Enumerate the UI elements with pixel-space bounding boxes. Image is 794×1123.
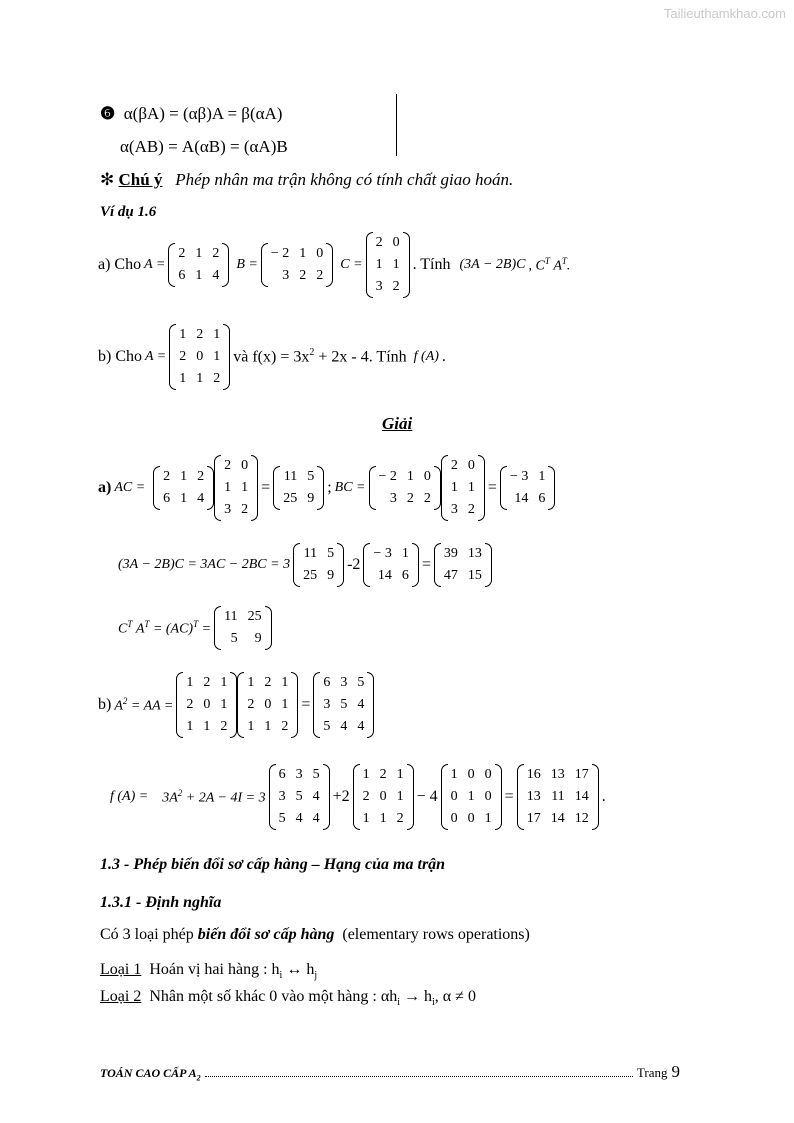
matrix-cell: 2 xyxy=(186,697,194,712)
matrix-cell: 1 xyxy=(247,675,255,690)
matrix-cell: 1 xyxy=(195,268,203,283)
matrix-cell: 2 xyxy=(224,458,232,473)
matrix-row xyxy=(219,628,266,650)
vertical-divider xyxy=(396,94,397,156)
matrix-cell: 1 xyxy=(203,719,211,734)
matrix-cell: − 2 xyxy=(378,469,397,484)
solution-line3-C: C xyxy=(118,621,128,637)
section-subtitle: 1.3.1 - Định nghĩa xyxy=(100,894,222,911)
matrix-row xyxy=(446,455,480,477)
sup-T4: T xyxy=(144,618,150,629)
matrix-cell: 17 xyxy=(526,811,541,826)
example-a-line: a) Cho A = 2 1 2 6 1 4 B = − 2 1 0 3 2 2 C = 2 0 1 1 3 2 . Tính (3A − 2B)C , $C^T$ $A^T$. xyxy=(98,230,573,300)
matrix-fa-result xyxy=(517,764,599,830)
matrix-cell: 3 xyxy=(389,491,397,506)
matrix-cell: 1 xyxy=(264,719,272,734)
matrix-cell: 3 xyxy=(295,767,303,782)
matrix-cell: 3 xyxy=(340,675,348,690)
matrix-row xyxy=(298,565,339,587)
type2-arrow: → h xyxy=(400,988,433,1005)
matrix-cell: 0 xyxy=(316,246,324,261)
example-a-expr1: (3A − 2B)C xyxy=(459,257,526,272)
matrix-cell: 3 xyxy=(278,789,286,804)
example-a-prefix: a) Cho xyxy=(98,256,142,273)
matrix-row xyxy=(219,477,253,499)
matrix-cell: 14 xyxy=(377,568,392,583)
matrix-row xyxy=(219,455,253,477)
matrix-cell: 9 xyxy=(327,568,335,583)
matrix-cell: 2 xyxy=(241,502,249,517)
example-b-f-expr: f (A) xyxy=(413,349,439,364)
matrix-cell: 0 xyxy=(484,789,492,804)
section-intro xyxy=(100,926,530,944)
matrix-cell: 1 xyxy=(220,675,228,690)
matrix-row xyxy=(439,543,487,565)
matrix-cell: 1 xyxy=(299,246,307,261)
matrix-cell: 1 xyxy=(401,546,409,561)
solution-b-label: b) xyxy=(98,696,112,713)
matrix-cell: 11 xyxy=(224,609,238,624)
solution-fa-line: f (A) = $3A^2 + 2A - 4I = 3$ 6 3 5 3 5 4 5 4 4 +2 1 2 1 2 0 1 1 1 2 − 4 1 0 0 0 1 0 0 0 1 = 16 13 17 13 11 14 17 14 12 . xyxy=(110,762,609,832)
example-a-C-label: C = xyxy=(340,257,363,272)
matrix-cell: 2 xyxy=(247,697,255,712)
matrix-cell: 4 xyxy=(212,268,220,283)
matrix-cell: 3 xyxy=(224,502,232,517)
matrix-cell: 12 xyxy=(574,811,589,826)
type1-label: Loại 1 xyxy=(100,961,142,978)
matrix-cell: 14 xyxy=(514,491,529,506)
matrix-cell: 5 xyxy=(357,675,365,690)
matrix-A3-copy1 xyxy=(176,672,237,738)
matrix-a2-result xyxy=(313,672,374,738)
sup-T1: T xyxy=(544,255,550,266)
matrix-cell: 3 xyxy=(323,697,331,712)
example-a-tinh: . Tính xyxy=(412,256,451,273)
matrix-row xyxy=(173,265,224,287)
matrix-row xyxy=(278,466,319,488)
solution-line2: (3A − 2B)C = 3AC − 2BC = 3 11 5 25 9 -2 − 3 1 14 6 = 39 13 47 15 xyxy=(118,543,495,587)
matrix-cell: 1 xyxy=(195,246,203,261)
matrix-cell: 1 xyxy=(396,767,404,782)
matrix-cell: 1 xyxy=(375,257,383,272)
type1-arrow: ↔ h xyxy=(282,961,315,978)
matrix-row xyxy=(371,232,405,254)
matrix-row xyxy=(446,764,497,786)
matrix-cell: 2 xyxy=(264,675,272,690)
matrix-row xyxy=(522,786,594,808)
example-b-line: b) Cho A = 1 2 1 2 0 1 1 1 2 và $f(x) = 3x^2 + 2x - 4$. Tính f (A) . xyxy=(98,322,449,392)
matrix-cell: 13 xyxy=(467,546,482,561)
matrix-row xyxy=(374,488,436,510)
matrix-cell: 0 xyxy=(264,697,272,712)
solution-line3-mid: = (AC) xyxy=(152,621,194,637)
matrix-a2-result-copy xyxy=(269,764,330,830)
solution-line2-lhs: (3A − 2B)C = 3AC − 2BC = 3 xyxy=(118,557,291,572)
footer-course-sub: 2 xyxy=(196,1073,201,1083)
matrix-row xyxy=(371,276,405,298)
matrix-cell: 1 xyxy=(224,480,232,495)
matrix-cell: 2 xyxy=(163,469,171,484)
matrix-cell: 2 xyxy=(178,246,186,261)
matrix-cell: 5 xyxy=(307,469,315,484)
example-title: Ví dụ 1.6 xyxy=(100,204,157,220)
solution-ac-line: a) AC = 2 1 2 6 1 4 2 0 1 1 3 2 = 11 5 25 9 ; BC = − 2 1 0 3 2 2 2 0 1 1 3 2 = − 3 1 14 6 xyxy=(98,455,558,521)
matrix-bc-result-copy xyxy=(363,543,418,587)
footer-course: TOÁN CAO CẤP A xyxy=(100,1066,197,1080)
matrix-row xyxy=(274,764,325,786)
matrix-cell: 2 xyxy=(362,789,370,804)
matrix-row xyxy=(505,488,550,510)
matrix-cell: 0 xyxy=(467,767,475,782)
matrix-cell: 14 xyxy=(550,811,565,826)
matrix-cell: 3 xyxy=(450,502,458,517)
matrix-row xyxy=(158,488,209,510)
matrix-cell: 13 xyxy=(550,767,565,782)
matrix-line2-result xyxy=(434,543,492,587)
solution-bc-lhs: BC = xyxy=(334,480,366,495)
matrix-row xyxy=(318,672,369,694)
solution-fa-lhs: f (A) = xyxy=(110,789,149,804)
solution-fa-A: A xyxy=(169,790,178,806)
matrix-row xyxy=(371,254,405,276)
matrix-cell: 3 xyxy=(375,279,383,294)
matrix-cell: 0 xyxy=(423,469,431,484)
matrix-cell: 1 xyxy=(213,327,221,342)
note-line xyxy=(100,170,513,190)
matrix-row xyxy=(446,477,480,499)
matrix-cell: 3 xyxy=(282,268,290,283)
matrix-cell: 2 xyxy=(213,371,221,386)
type2-sub1: i xyxy=(397,997,401,1009)
matrix-cell: 0 xyxy=(196,349,204,364)
matrix-row xyxy=(274,808,325,830)
matrix-row xyxy=(174,324,225,346)
matrix-row xyxy=(439,565,487,587)
footer-page-label: Trang xyxy=(636,1065,668,1080)
matrix-cell: 2 xyxy=(220,719,228,734)
solution-fa-mid: + 2A − 4I = 3 xyxy=(185,790,266,806)
matrix-cell: 1 xyxy=(392,257,400,272)
matrix-C xyxy=(366,232,410,298)
matrix-C-copy2 xyxy=(441,455,485,521)
matrix-cell: 0 xyxy=(450,789,458,804)
matrix-cell: 1 xyxy=(186,719,194,734)
matrix-cell: 39 xyxy=(443,546,458,561)
type2-label: Loại 2 xyxy=(100,988,142,1005)
matrix-row xyxy=(505,466,550,488)
sup-T3: T xyxy=(127,618,133,629)
matrix-row xyxy=(158,466,209,488)
matrix-row xyxy=(522,808,594,830)
property-6-line1 xyxy=(100,104,282,124)
matrix-row xyxy=(242,694,293,716)
solution-a2-lhs: = AA = xyxy=(130,698,174,714)
matrix-cell: 1 xyxy=(196,371,204,386)
star-icon: ✻ xyxy=(100,170,115,189)
matrix-cell: 11 xyxy=(303,546,318,561)
matrix-row xyxy=(274,786,325,808)
matrix-row xyxy=(298,543,339,565)
matrix-cell: 13 xyxy=(526,789,541,804)
matrix-cell: 1 xyxy=(180,469,188,484)
matrix-cell: 47 xyxy=(443,568,458,583)
sup-2: 2 xyxy=(122,695,128,706)
matrix-cell: 6 xyxy=(538,491,546,506)
matrix-B-copy xyxy=(369,466,441,510)
matrix-cell: 1 xyxy=(406,469,414,484)
matrix-row xyxy=(219,606,266,628)
sup-T2: T xyxy=(561,255,567,266)
solution-line3: $C^T$ $A^T = (AC)^T$ = 11 25 5 9 xyxy=(118,606,275,650)
matrix-cell: 5 xyxy=(323,719,331,734)
section-intro-pre: Có 3 loại phép xyxy=(100,926,194,943)
matrix-row xyxy=(173,243,224,265)
matrix-ac-result xyxy=(273,466,324,510)
solution-line2-minus2: -2 xyxy=(347,556,361,573)
matrix-row xyxy=(446,786,497,808)
matrix-cell: 4 xyxy=(295,811,303,826)
matrix-A-copy xyxy=(153,466,214,510)
matrix-row xyxy=(318,716,369,738)
type2-end: , α ≠ 0 xyxy=(434,988,476,1005)
matrix-cell: 5 xyxy=(312,767,320,782)
matrix-B xyxy=(261,243,333,287)
matrix-row xyxy=(278,488,319,510)
matrix-cell: 9 xyxy=(307,491,315,506)
matrix-cell: 2 xyxy=(375,235,383,250)
type1-text: Hoán vị hai hàng : h xyxy=(149,961,280,978)
matrix-row xyxy=(174,346,225,368)
matrix-cell: 4 xyxy=(197,491,205,506)
matrix-row xyxy=(219,499,253,521)
matrix-cell: 15 xyxy=(467,568,482,583)
matrix-cell: 1 xyxy=(179,327,187,342)
watermark: Tailieuthamkhao.com xyxy=(663,6,786,21)
matrix-cell: 5 xyxy=(278,811,286,826)
matrix-cell: 1 xyxy=(450,767,458,782)
matrix-row xyxy=(181,716,232,738)
matrix-cell: 11 xyxy=(551,789,565,804)
matrix-cell: 4 xyxy=(312,811,320,826)
footer-dots xyxy=(205,1068,633,1077)
matrix-row xyxy=(368,543,413,565)
matrix-cell: 6 xyxy=(323,675,331,690)
type2-sub2: i xyxy=(432,997,435,1009)
matrix-cell: 1 xyxy=(213,349,221,364)
matrix-A3-copy2 xyxy=(237,672,298,738)
matrix-cell: 2 xyxy=(203,675,211,690)
matrix-A xyxy=(168,243,229,287)
property-6-formula1: α(βA) = (αβ)A = β(αA) xyxy=(123,104,283,123)
matrix-row xyxy=(374,466,436,488)
matrix-cell: 2 xyxy=(299,268,307,283)
matrix-cell: 9 xyxy=(254,631,262,646)
matrix-row xyxy=(446,499,480,521)
matrix-row xyxy=(358,764,409,786)
matrix-cell: 2 xyxy=(392,279,400,294)
matrix-cell: 0 xyxy=(392,235,400,250)
matrix-cell: 1 xyxy=(241,480,249,495)
example-b-f-rest: + 2x - 4. Tính xyxy=(314,348,407,366)
matrix-row xyxy=(181,672,232,694)
matrix-cell: 5 xyxy=(230,631,238,646)
type1-sub2: j xyxy=(314,970,318,982)
matrix-row xyxy=(266,265,328,287)
matrix-ac-result-copy xyxy=(293,543,344,587)
matrix-cell: 0 xyxy=(379,789,387,804)
example-b-prefix: b) Cho xyxy=(98,348,142,365)
solution-title: Giải xyxy=(382,414,413,433)
matrix-cell: 16 xyxy=(526,767,541,782)
matrix-cell: 4 xyxy=(340,719,348,734)
matrix-bc-result xyxy=(500,466,555,510)
matrix-cell: 2 xyxy=(396,811,404,826)
section-intro-post: (elementary rows operations) xyxy=(342,926,530,943)
matrix-row xyxy=(266,243,328,265)
matrix-cell: 5 xyxy=(295,789,303,804)
matrix-cell: 0 xyxy=(484,767,492,782)
example-a-A-label: A = xyxy=(144,257,166,272)
solution-b-A: A xyxy=(114,698,123,714)
matrix-cell: − 3 xyxy=(509,469,529,484)
example-b-f-sup: 2 xyxy=(309,347,315,359)
matrix-cell: 4 xyxy=(312,789,320,804)
section-intro-bold: biến đổi sơ cấp hàng xyxy=(197,926,335,943)
matrix-row xyxy=(242,672,293,694)
matrix-row xyxy=(358,808,409,830)
matrix-cell: 6 xyxy=(401,568,409,583)
matrix-cell: 17 xyxy=(574,767,589,782)
matrix-cell: 0 xyxy=(467,458,475,473)
matrix-cell: 6 xyxy=(163,491,171,506)
matrix-cell: 2 xyxy=(423,491,431,506)
matrix-row xyxy=(242,716,293,738)
matrix-cell: 2 xyxy=(212,246,220,261)
matrix-cell: 5 xyxy=(327,546,335,561)
matrix-cell: 0 xyxy=(450,811,458,826)
matrix-cell: 2 xyxy=(196,327,204,342)
sup-T5: T xyxy=(193,618,199,629)
matrix-cell: 2 xyxy=(467,502,475,517)
matrix-cell: 0 xyxy=(241,458,249,473)
note-label: Chú ý xyxy=(118,170,163,189)
matrix-cell: 2 xyxy=(197,469,205,484)
matrix-cell: 5 xyxy=(340,697,348,712)
matrix-row xyxy=(358,786,409,808)
matrix-cell: 0 xyxy=(203,697,211,712)
solution-line3-A: A xyxy=(135,621,145,637)
matrix-cell: 1 xyxy=(362,811,370,826)
matrix-cell: − 2 xyxy=(270,246,290,261)
matrix-cell: 1 xyxy=(538,469,546,484)
example-a-expr2: C xyxy=(535,258,545,274)
matrix-cell: 14 xyxy=(574,789,589,804)
example-a-expr2-A: A xyxy=(553,258,562,274)
matrix-cell: 1 xyxy=(467,480,475,495)
example-b-A-label: A = xyxy=(145,349,167,364)
matrix-cell: 1 xyxy=(484,811,492,826)
matrix-cell: 2 xyxy=(179,349,187,364)
matrix-cell: 11 xyxy=(283,469,298,484)
matrix-cell: 2 xyxy=(281,719,289,734)
footer-page-number: 9 xyxy=(671,1062,680,1081)
example-a-B-label: B = xyxy=(236,257,258,272)
section-title: 1.3 - Phép biến đổi sơ cấp hàng – Hạng của ma trận xyxy=(100,856,446,873)
sup-2b: 2 xyxy=(177,787,183,798)
matrix-line3-result xyxy=(214,606,271,650)
type1-sub1: i xyxy=(279,970,283,982)
matrix-row xyxy=(446,808,497,830)
matrix-A3-copy3 xyxy=(353,764,414,830)
matrix-cell: 2 xyxy=(379,767,387,782)
type2-text: Nhân một số khác 0 vào một hàng : αh xyxy=(149,988,398,1005)
matrix-cell: 0 xyxy=(467,811,475,826)
matrix-cell: 25 xyxy=(283,491,298,506)
matrix-cell: 25 xyxy=(303,568,318,583)
matrix-cell: 1 xyxy=(379,811,387,826)
property-6-formula2: α(AB) = A(αB) = (αA)B xyxy=(120,137,288,156)
matrix-cell: 1 xyxy=(186,675,194,690)
solution-b-line: b) $A^2$ = AA = 1 2 1 2 0 1 1 1 2 1 2 1 2 0 1 1 1 2 = 6 3 5 3 5 4 5 4 4 xyxy=(98,670,377,740)
matrix-row xyxy=(368,565,413,587)
matrix-cell: 1 xyxy=(362,767,370,782)
matrix-cell: 1 xyxy=(467,789,475,804)
type2-line xyxy=(100,988,476,1008)
bullet-6-icon: ❻ xyxy=(100,104,116,123)
matrix-cell: 2 xyxy=(450,458,458,473)
matrix-cell: 2 xyxy=(406,491,414,506)
solution-ac-lhs: AC = xyxy=(114,480,146,495)
matrix-cell: 4 xyxy=(357,719,365,734)
matrix-row xyxy=(318,694,369,716)
matrix-cell: 1 xyxy=(396,789,404,804)
matrix-cell: 1 xyxy=(180,491,188,506)
matrix-cell: 6 xyxy=(278,767,286,782)
note-text: Phép nhân ma trận không có tính chất giao hoán. xyxy=(175,170,514,189)
matrix-identity xyxy=(441,764,502,830)
page-footer xyxy=(100,1062,680,1082)
matrix-cell: 25 xyxy=(247,609,262,624)
matrix-row xyxy=(181,694,232,716)
matrix-cell: 2 xyxy=(316,268,324,283)
matrix-cell: 4 xyxy=(357,697,365,712)
matrix-cell: 6 xyxy=(178,268,186,283)
matrix-cell: 1 xyxy=(179,371,187,386)
matrix-row xyxy=(522,764,594,786)
matrix-cell: 1 xyxy=(450,480,458,495)
matrix-cell: − 3 xyxy=(373,546,392,561)
matrix-cell: 1 xyxy=(220,697,228,712)
matrix-cell: 1 xyxy=(281,675,289,690)
matrix-C-copy xyxy=(214,455,258,521)
matrix-cell: 1 xyxy=(281,697,289,712)
matrix-row xyxy=(174,368,225,390)
example-b-f-text: và f(x) = 3x xyxy=(233,348,310,366)
matrix-A3 xyxy=(169,324,230,390)
matrix-cell: 1 xyxy=(247,719,255,734)
type1-line xyxy=(100,961,317,981)
solution-a-label: a) xyxy=(98,479,112,496)
